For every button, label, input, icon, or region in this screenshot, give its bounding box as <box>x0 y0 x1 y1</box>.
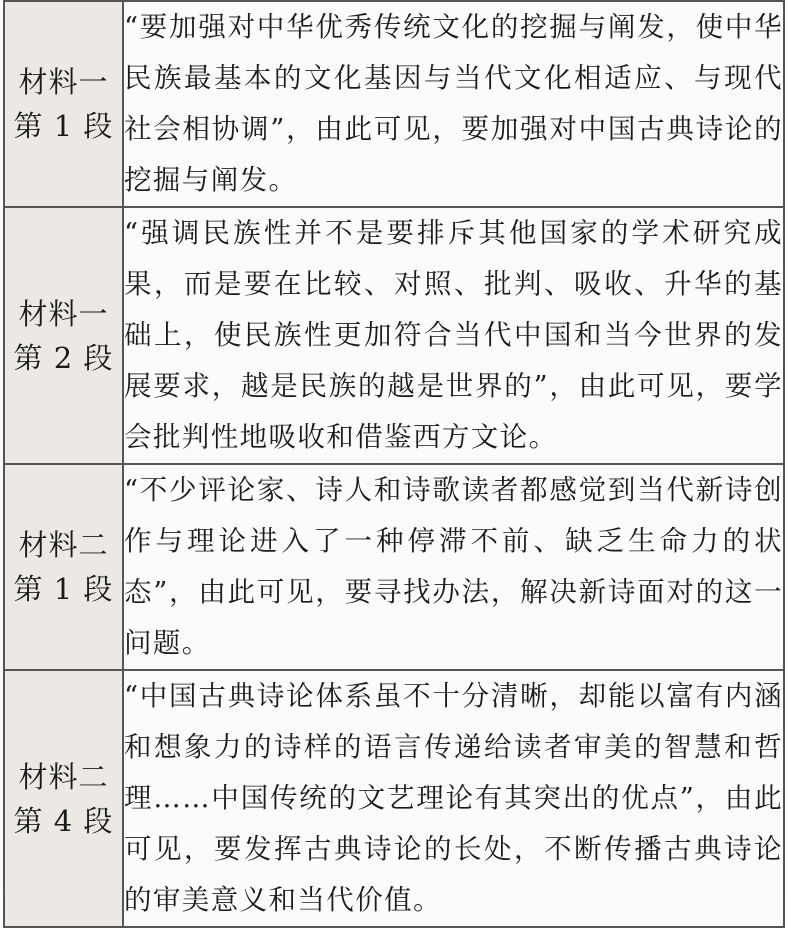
source-label-cell <box>4 464 123 670</box>
analysis-text: “强调民族性并不是要排斥其他国家的学术研究成果，而是要在比较、对照、批判、吸收、升华的基础上，使民族性更加符合当代中国和当今世界的发展要求，越是民族的越是世界的”，由此可见，要学会批判性地吸收和借鉴西方文论。 <box>123 207 784 464</box>
source-name: 材料一 <box>18 296 109 331</box>
analysis-text: “中国古典诗论体系虽不十分清晰，却能以富有内涵和想象力的诗样的语言传递给读者审美的智慧和哲理……中国传统的文艺理论有其突出的优点”，由此可见，要发挥古典诗论的长处，不断传播古典诗论的审美意义和当代价值。 <box>123 670 784 927</box>
materials-table <box>3 0 785 928</box>
source-name: 材料二 <box>18 528 109 562</box>
analysis-text: “不少评论家、诗人和诗歌读者都感觉到当代新诗创作与理论进入了一种停滞不前、缺乏生命力的状态”，由此可见，要寻找办法，解决新诗面对的这一问题。 <box>123 464 784 670</box>
source-section: 第 1 段 <box>13 572 114 606</box>
source-section: 第 2 段 <box>13 340 114 375</box>
table-row <box>4 670 784 927</box>
source-label-cell <box>4 1 123 207</box>
table-row <box>4 464 784 670</box>
table-row <box>4 1 784 207</box>
source-section: 第 4 段 <box>13 803 114 838</box>
table-row <box>4 207 784 464</box>
source-name: 材料二 <box>18 759 109 794</box>
analysis-text: “要加强对中华优秀传统文化的挖掘与阐发，使中华民族最基本的文化基因与当代文化相适应、与现代社会相协调”，由此可见，要加强对中国古典诗论的挖掘与阐发。 <box>123 1 784 207</box>
source-label-cell <box>4 670 123 927</box>
source-section: 第 1 段 <box>13 109 114 143</box>
source-label-cell <box>4 207 123 464</box>
source-name: 材料一 <box>18 65 109 99</box>
